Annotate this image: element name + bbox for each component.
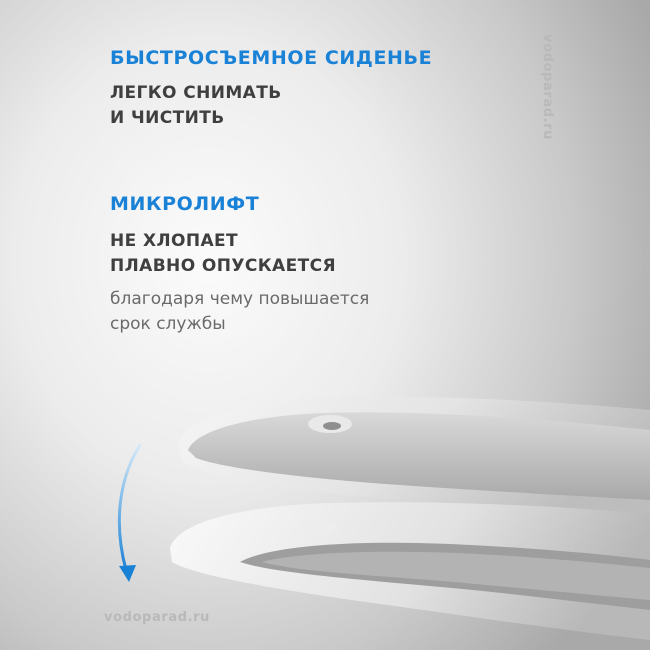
feature-title-microlift: МИКРОЛИФТ — [110, 193, 260, 215]
feature-line-soft-close: ПЛАВНО ОПУСКАЕТСЯ — [110, 256, 336, 276]
feature-line-clean: И ЧИСТИТЬ — [110, 108, 225, 128]
arrow-head-icon — [119, 565, 136, 582]
feature-line-easy-remove: ЛЕГКО СНИМАТЬ — [110, 83, 282, 103]
feature-line-no-slam: НЕ ХЛОПАЕТ — [110, 231, 239, 251]
feature-title-quick-release: БЫСТРОСЪЕМНОЕ СИДЕНЬЕ — [110, 47, 433, 69]
watermark-bottom: vodoparad.ru — [104, 610, 211, 625]
curved-down-arrow-icon — [119, 445, 140, 570]
feature-note-line2: срок службы — [110, 314, 226, 334]
watermark-vertical: vodoparad.ru — [540, 34, 555, 141]
feature-note-line1: благодаря чему повышается — [110, 289, 370, 309]
